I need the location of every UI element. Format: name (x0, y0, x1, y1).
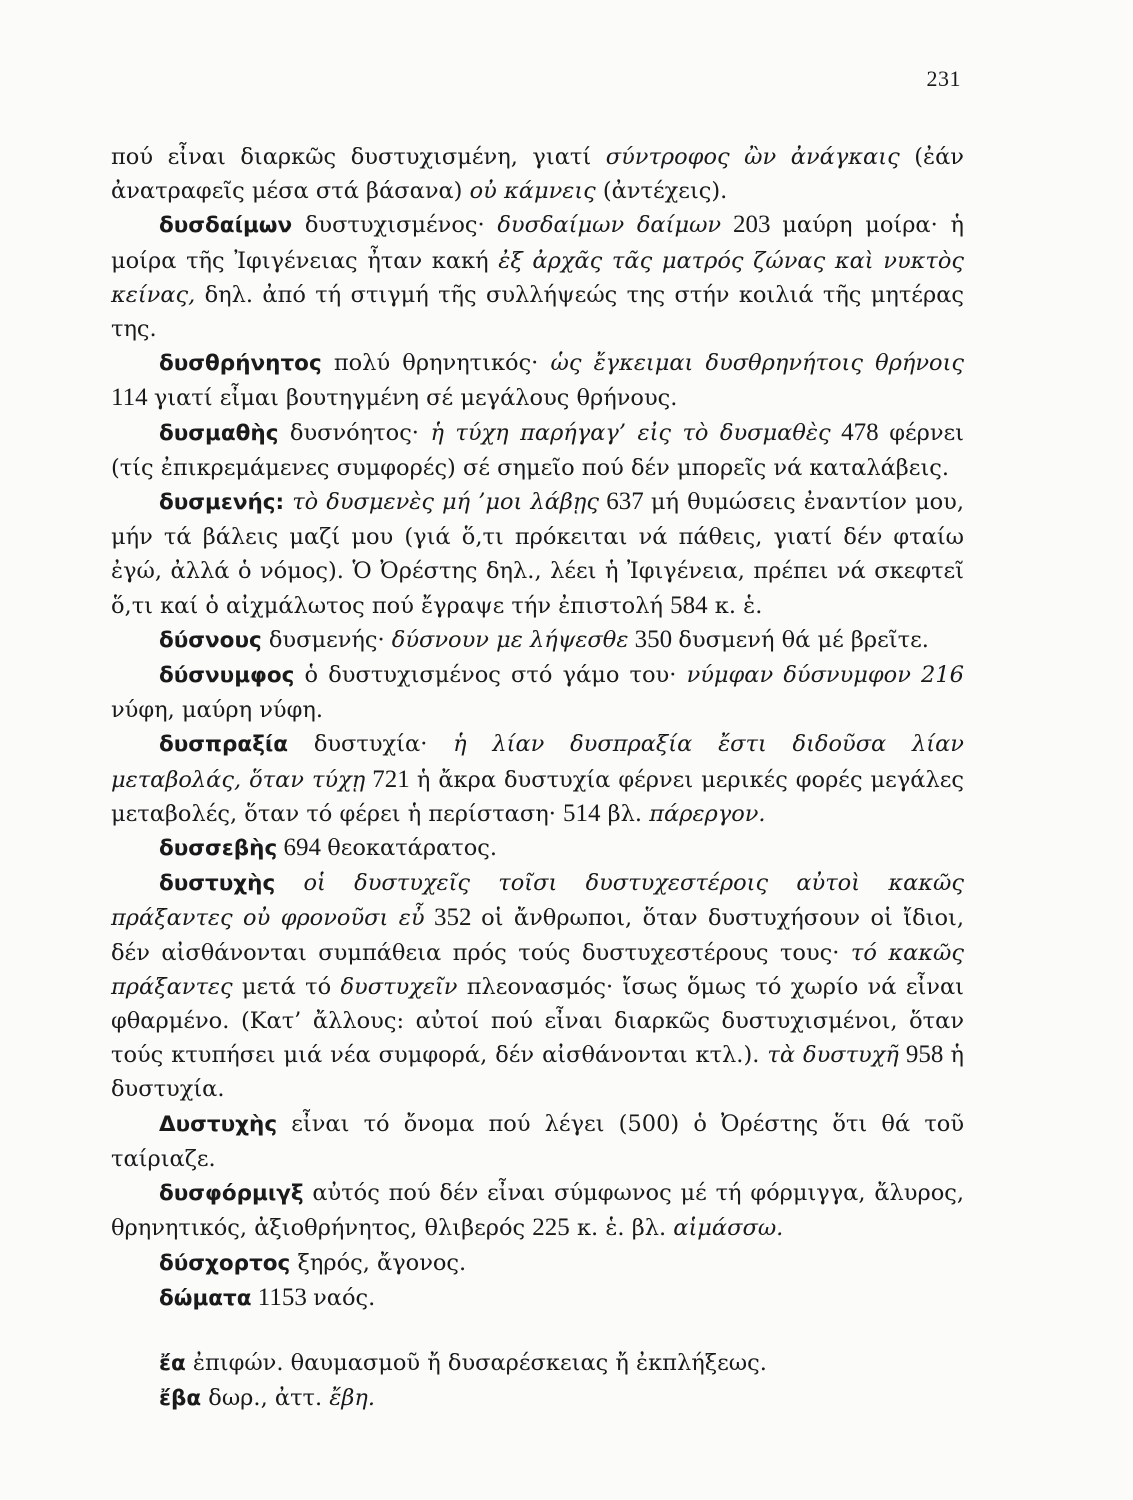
gloss-text (284, 489, 292, 515)
section-gap (111, 1316, 964, 1346)
gloss-text: ἡ ἄκρα δυστυχία φέρνει μερικές φορές μεγάλες μεταβολές, ὅταν τό φέρει ἡ περίσταση· (111, 766, 964, 827)
line-reference: 1153 (251, 1283, 314, 1311)
glossary-entry (111, 346, 964, 415)
greek-quote: δυστυχεῖν (340, 973, 458, 1000)
gloss-text: πού εἶναι διαρκῶς δυστυχισμένη, γιατί (111, 144, 606, 170)
greek-quote: ἐξ ἀρχᾶς τᾶς ματρός ζώνας καὶ νυκτὸς κείνας, (111, 247, 964, 308)
headword: δύσνυμφος (159, 663, 295, 689)
gloss-text: κ. ἑ. (707, 592, 763, 619)
gloss-text: κ. ἑ. βλ. (569, 1215, 674, 1242)
gloss-text: δυστυχία· (288, 731, 454, 758)
line-reference: 694 (277, 834, 328, 862)
line-reference: 352 (424, 904, 482, 932)
line-reference: 114 (111, 384, 154, 412)
gloss-text: ὁ δυστυχισμένος στό γάμο του· (294, 662, 687, 689)
gloss-text (275, 870, 303, 896)
greek-quote: δύσνουν με λήψεσθε (391, 626, 629, 653)
gloss-text: δωρ., ἀττ. (201, 1385, 330, 1412)
gloss-text: ἐπιφών. θαυμασμοῦ ἤ δυσαρέσκειας ἤ ἐκπλήξεως. (185, 1349, 767, 1376)
gloss-text: νύφη, μαύρη νύφη. (111, 697, 323, 724)
headword: δυσπραξία (159, 732, 289, 758)
gloss-text: δυστυχισμένος· (292, 212, 498, 239)
gloss-text: θεοκατάρατος. (327, 835, 498, 862)
gloss-text: πολύ θρηνητικός· (321, 350, 551, 377)
greek-quote: πάρεργον. (649, 800, 766, 827)
greek-quote: δυσδαίμων δαίμων (497, 212, 722, 239)
line-reference: 478 (830, 418, 890, 446)
greek-quote: αἱμάσσω. (673, 1215, 784, 1242)
glossary-entry (111, 416, 964, 485)
headword: δυσσεβὴς (159, 836, 278, 862)
line-reference: 721 (365, 765, 417, 793)
glossary-entry (111, 866, 964, 1106)
greek-quote: σύντροφος ὢν ἀνάγκαις (605, 144, 900, 170)
greek-quote: νύμφαν δύσνυμφον 216 (686, 662, 964, 689)
gloss-text: ξηρός, ἄγονος. (290, 1249, 467, 1276)
line-reference: 584 (670, 591, 708, 619)
gloss-text: δυσνόητος· (278, 419, 431, 446)
gloss-text: ναός. (313, 1284, 376, 1311)
line-reference: 514 (563, 799, 601, 827)
greek-quote: ἔβη. (329, 1385, 375, 1412)
headword: δυσφόρμιγξ (159, 1181, 304, 1207)
gloss-text: εἶναι τό ὄνομα πού λέγει (500) ὁ Ὀρέστης ὅτι θά τοῦ ταίριαζε. (111, 1110, 964, 1172)
greek-quote: τὸ δυσμενὲς μή ’μοι λάβῃς (292, 489, 599, 516)
glossary-entry (111, 208, 964, 346)
glossary-entry (111, 658, 964, 727)
greek-quote: τὰ δυστυχῆ (767, 1042, 899, 1069)
greek-quote: οἱ δυστυχεῖς τοῖσι δυστυχεστέροις αὐτοὶ κακῶς πράξαντες οὐ φρονοῦσι εὖ (111, 870, 964, 932)
line-reference: 350 (628, 625, 679, 653)
gloss-text: οἱ ἄνθρωποι, ὅταν δυστυχήσουν οἱ ἴδιοι, δέν αἰσθάνονται συμπάθεια πρός τούς δυστυχεστέρους τους· (111, 905, 964, 966)
gloss-text: δυσμενής· (261, 626, 392, 653)
glossary-text (111, 140, 964, 1416)
greek-quote: ἡ τύχη παρήγαγ’ εἰς τὸ δυσμαθὲς (430, 419, 831, 446)
gloss-text: δηλ. ἀπό τή στιγμή τῆς συλλήψεώς της στήν κοιλιά τῆς μητέρας της. (111, 281, 964, 343)
glossary-entry (111, 1107, 964, 1176)
glossary-entry (111, 1381, 964, 1416)
headword: δυσμαθὴς (159, 420, 279, 446)
gloss-text: αὐτός πού δέν εἶναι σύμφωνος μέ τή φόρμιγγα, ἄλυρος, θρηνητικός, ἀξιοθρήνητος, θλιβερός (111, 1180, 964, 1242)
gloss-text: (ἀντέχεις). (595, 178, 728, 205)
gloss-text: (ἐάν ἀνατραφεῖς μέσα στά βάσανα) (111, 144, 964, 205)
glossary-entry (111, 831, 964, 866)
glossary-entry (111, 1281, 964, 1316)
headword: δύσχορτος (159, 1250, 291, 1276)
gloss-text: μαύρη μοίρα· ἡ μοίρα τῆς Ἰφιγένειας ἦταν κακή (111, 212, 964, 274)
gloss-text: μετά τό (232, 973, 341, 1000)
headword: ἔα (159, 1350, 186, 1376)
headword: δυστυχὴς (159, 871, 276, 897)
headword: δύσνους (159, 627, 262, 653)
gloss-text: μή θυμώσεις ἐναντίον μου, μήν τά βάλεις μαζί μου (γιά ὅ,τι πρόκειται νά πάθεις, γιατί δέν φταίω ἐγώ, ἀλλά ὁ νόμος). Ὁ Ὀρέστης δηλ., λέει ἡ Ἰφιγένεια, πρέπει νά σκεφτεῖ ὅ,τι καί ὁ αἰχμάλωτος πού ἔγραψε τήν ἐπιστολή (111, 489, 964, 619)
gloss-text: βλ. (600, 800, 650, 827)
glossary-entry (111, 1346, 964, 1381)
gloss-text: φέρνει (τίς ἐπικρεμάμενες συμφορές) σέ σημεῖο πού δέν μπορεῖς νά καταλάβεις. (111, 419, 964, 481)
line-reference: 637 (599, 488, 651, 516)
headword: δυσθρήνητος (159, 351, 322, 377)
glossary-entry (111, 485, 964, 623)
gloss-text: πλεονασμός· ἴσως ὅμως τό χωρίο νά εἶναι φθαρμένο. (Κατ’ ἄλλους: αὐτοί πού εἶναι διαρκῶς δυστυχισμένοι, ὅταν τούς κτυπήσει μιά νέα συμφορά, δέν αἰσθάνονται κτλ.). (111, 973, 964, 1069)
glossary-entry (111, 727, 964, 831)
greek-quote: τό κακῶς πράξαντες (111, 939, 964, 1000)
headword: δυσδαίμων (159, 213, 293, 239)
line-reference: 203 (721, 211, 783, 239)
greek-quote: ὡς ἔγκειμαι δυσθρηνήτοις θρήνοις (550, 350, 964, 377)
headword: δώματα (159, 1285, 252, 1311)
line-reference: 958 (898, 1041, 951, 1069)
headword: δυσμενής: (159, 490, 285, 516)
gloss-text: δυσμενή θά μέ βρεῖτε. (678, 626, 929, 653)
line-reference: 225 (532, 1214, 570, 1242)
glossary-entry (111, 1176, 964, 1245)
greek-quote: ἡ λίαν δυσπραξία ἔστι διδοῦσα λίαν μεταβολάς, ὅταν τύχῃ (111, 731, 964, 793)
headword: Δυστυχὴς (159, 1111, 278, 1137)
greek-quote: οὐ κάμνεις (469, 178, 596, 205)
page-number: 231 (926, 66, 961, 91)
glossary-entry (111, 623, 964, 658)
glossary-entry (111, 140, 964, 208)
gloss-text: ἡ δυστυχία. (111, 1042, 964, 1103)
gloss-text: γιατί εἶμαι βουτηγμένη σέ μεγάλους θρήνους. (153, 385, 678, 412)
glossary-entry (111, 1246, 964, 1281)
headword: ἔβα (159, 1386, 202, 1412)
